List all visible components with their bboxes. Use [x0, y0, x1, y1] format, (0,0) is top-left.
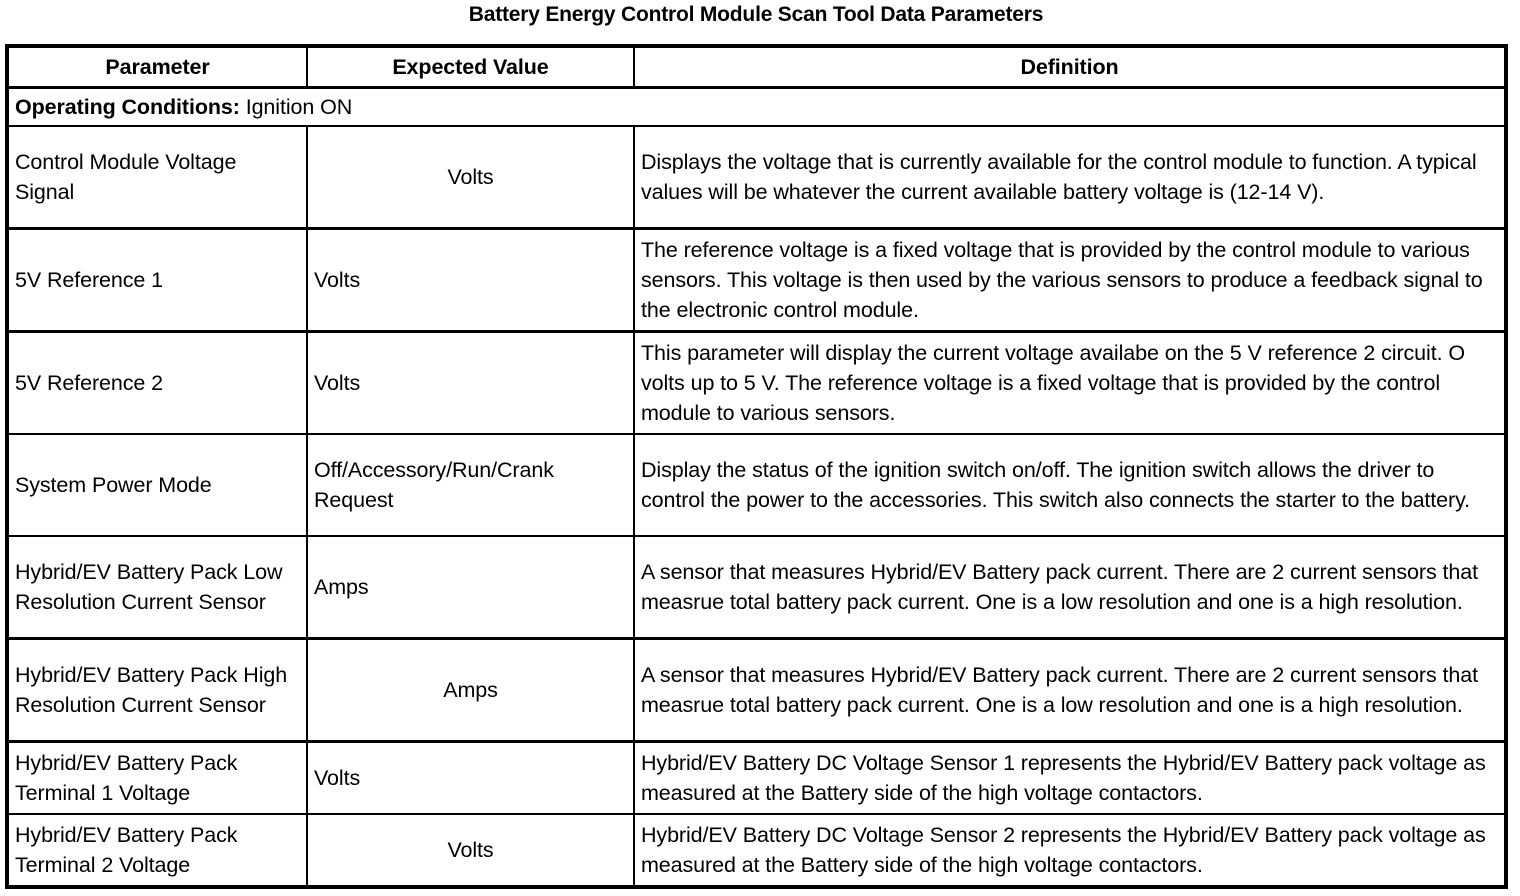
scan-tool-data-table [5, 44, 1508, 889]
definition-cell: Hybrid/EV Battery DC Voltage Sensor 1 represents the Hybrid/EV Battery pack voltage as measured at the Battery side of the high voltage contactors. [634, 742, 1506, 815]
table-row [7, 229, 1506, 332]
parameter-cell: Control Module Voltage Signal [7, 126, 307, 229]
parameter-cell: 5V Reference 2 [7, 332, 307, 435]
parameter-cell: Hybrid/EV Battery Pack Terminal 1 Voltage [7, 742, 307, 815]
table-row [7, 126, 1506, 229]
definition-cell: This parameter will display the current voltage availabe on the 5 V reference 2 circuit. O volts up to 5 V. The reference voltage is a fixed voltage that is provided by the control module to various sensors. [634, 332, 1506, 435]
definition-cell: Display the status of the ignition switch on/off. The ignition switch allows the driver to control the power to the accessories. This switch also connects the starter to the battery. [634, 434, 1506, 536]
column-header-expected-value: Expected Value [307, 46, 634, 88]
table-row [7, 434, 1506, 536]
definition-cell: Hybrid/EV Battery DC Voltage Sensor 2 represents the Hybrid/EV Battery pack voltage as measured at the Battery side of the high voltage contactors. [634, 814, 1506, 887]
document-title: Battery Energy Control Module Scan Tool Data Parameters [468, 3, 1044, 26]
table-row [7, 742, 1506, 815]
column-header-parameter: Parameter [7, 46, 307, 88]
expected-value-cell: Off/Accessory/Run/Crank Request [307, 434, 634, 536]
expected-value-cell: Volts [307, 742, 634, 815]
table-row [7, 639, 1506, 742]
definition-cell: A sensor that measures Hybrid/EV Battery pack current. There are 2 current sensors that measrue total battery pack current. One is a low resolution and one is a high resolution. [634, 639, 1506, 742]
definition-cell: A sensor that measures Hybrid/EV Battery pack current. There are 2 current sensors that measrue total battery pack current. One is a low resolution and one is a high resolution. [634, 536, 1506, 639]
expected-value-cell: Volts [307, 229, 634, 332]
parameter-cell: Hybrid/EV Battery Pack Low Resolution Current Sensor [7, 536, 307, 639]
parameter-cell: Hybrid/EV Battery Pack Terminal 2 Voltage [7, 814, 307, 887]
operating-conditions-label: Operating Conditions: [15, 95, 240, 119]
expected-value-cell: Amps [307, 536, 634, 639]
expected-value-cell: Volts [307, 814, 634, 887]
operating-conditions-row [7, 88, 1506, 127]
definition-cell: The reference voltage is a fixed voltage that is provided by the control module to various sensors. This voltage is then used by the various sensors to produce a feedback signal to the electronic control module. [634, 229, 1506, 332]
parameter-cell: 5V Reference 1 [7, 229, 307, 332]
parameter-cell: Hybrid/EV Battery Pack High Resolution Current Sensor [7, 639, 307, 742]
operating-conditions-value: Ignition ON [239, 95, 353, 119]
expected-value-cell: Volts [307, 332, 634, 435]
parameter-cell: System Power Mode [7, 434, 307, 536]
expected-value-cell: Amps [307, 639, 634, 742]
definition-cell: Displays the voltage that is currently available for the control module to function. A typical values will be whatever the current available battery voltage is (12-14 V). [634, 126, 1506, 229]
table-header-row [7, 46, 1506, 88]
table-row [7, 536, 1506, 639]
table-row [7, 332, 1506, 435]
expected-value-cell: Volts [307, 126, 634, 229]
table-row [7, 814, 1506, 887]
column-header-definition: Definition [634, 46, 1506, 88]
operating-conditions-cell [7, 88, 1506, 127]
